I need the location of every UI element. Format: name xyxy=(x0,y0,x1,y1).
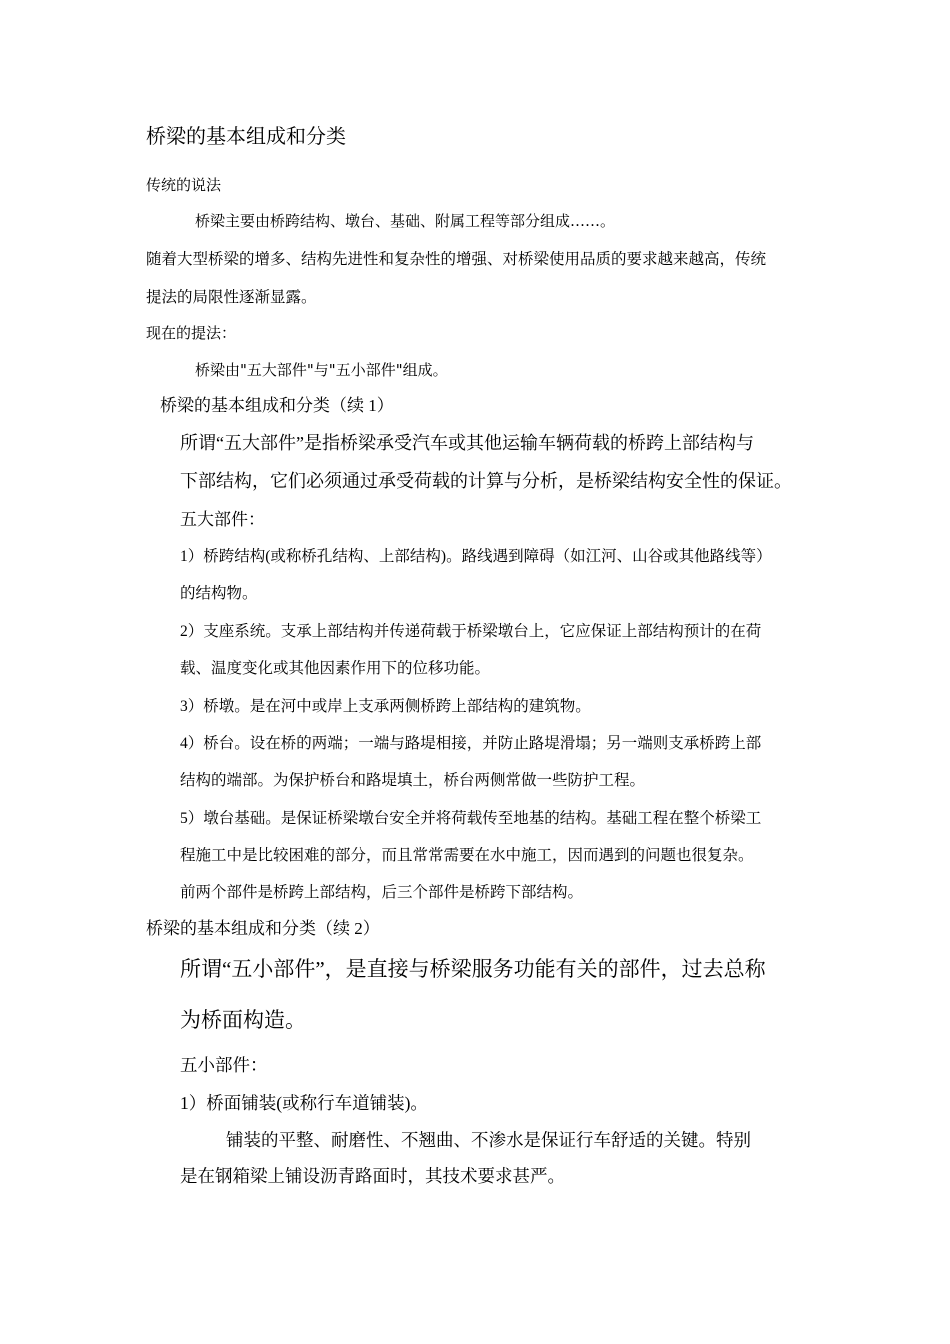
section3-intro-line-2: 为桥面构造。 xyxy=(180,1008,306,1032)
section2-item4-line-1: 4）桥台。设在桥的两端；一端与路堤相接，并防止路堤滑塌；另一端则支承桥跨上部 xyxy=(180,735,762,752)
section2-intro-line-2: 下部结构，它们必须通过承受荷载的计算与分析，是桥梁结构安全性的保证。 xyxy=(180,471,792,491)
section2-item5-line-2: 程施工中是比较困难的部分，而且常常需要在水中施工，因而遇到的问题也很复杂。 xyxy=(180,847,754,864)
section1-title: 桥梁的基本组成和分类 xyxy=(146,124,346,148)
section3-list-heading: 五小部件： xyxy=(180,1055,268,1075)
section3-item1: 1）桥面铺装(或称行车道铺装)。 xyxy=(180,1093,428,1113)
traditional-text: 桥梁主要由桥跨结构、墩台、基础、附属工程等部分组成……。 xyxy=(195,212,616,230)
paragraph-line-1: 随着大型桥梁的增多、结构先进性和复杂性的增强、对桥梁使用品质的要求越来越高，传统 xyxy=(146,250,767,268)
section2-intro-line-1: 所谓“五大部件”是指桥梁承受汽车或其他运输车辆荷载的桥跨上部结构与 xyxy=(180,433,754,453)
section2-summary: 前两个部件是桥跨上部结构，后三个部件是桥跨下部结构。 xyxy=(180,884,584,901)
section3-item1-desc-line-2: 是在钢箱梁上铺设沥青路面时，其技术要求甚严。 xyxy=(180,1166,565,1186)
heading-traditional: 传统的说法 xyxy=(146,176,222,194)
section2-item3-line-1: 3）桥墩。是在河中或岸上支承两侧桥跨上部结构的建筑物。 xyxy=(180,698,591,715)
section2-item5-line-1: 5）墩台基础。是保证桥梁墩台安全并将荷载传至地基的结构。基础工程在整个桥梁工 xyxy=(180,810,762,827)
section2-list-heading: 五大部件： xyxy=(180,510,265,529)
section2-item1-line-1: 1）桥跨结构(或称桥孔结构、上部结构)。路线遇到障碍（如江河、山谷或其他路线等） xyxy=(180,548,772,565)
current-text: 桥梁由"五大部件"与"五小部件"组成。 xyxy=(195,361,448,379)
section3-title: 桥梁的基本组成和分类（续 2） xyxy=(146,919,380,938)
section2-title: 桥梁的基本组成和分类（续 1） xyxy=(160,396,394,415)
section2-item1-line-2: 的结构物。 xyxy=(180,585,258,602)
section3-intro-line-1: 所谓“五小部件”，是直接与桥梁服务功能有关的部件，过去总称 xyxy=(180,957,766,981)
paragraph-line-2: 提法的局限性逐渐显露。 xyxy=(146,288,317,306)
section3-item1-desc-line-1: 铺装的平整、耐磨性、不翘曲、不渗水是保证行车舒适的关键。特别 xyxy=(226,1130,751,1150)
heading-current: 现在的提法： xyxy=(146,324,237,342)
section2-item2-line-2: 载、温度变化或其他因素作用下的位移功能。 xyxy=(180,660,491,677)
section2-item2-line-1: 2）支座系统。支承上部结构并传递荷载于桥梁墩台上，它应保证上部结构预计的在荷 xyxy=(180,623,762,640)
section2-item4-line-2: 结构的端部。为保护桥台和路堤填土，桥台两侧常做一些防护工程。 xyxy=(180,772,646,789)
